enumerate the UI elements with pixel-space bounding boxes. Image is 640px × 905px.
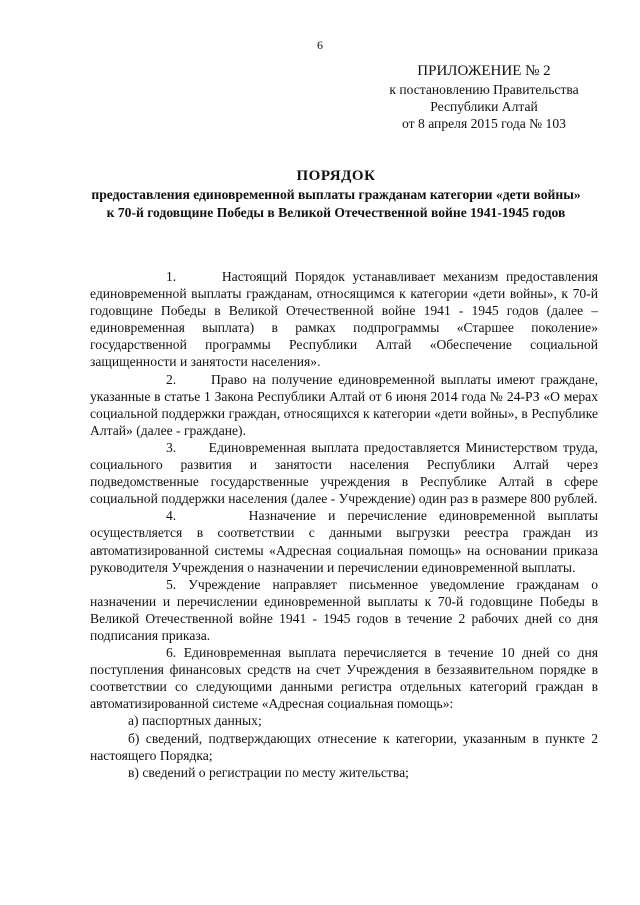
paragraph-number: 1. — [166, 269, 177, 284]
document-title: ПОРЯДОК — [296, 168, 376, 184]
document-body — [90, 268, 598, 781]
paragraph-text: Назначение и перечисление единовременной выплаты осуществляется в соответствии с данными выгрузки реестра граждан из автоматизированной системы «Адресная социальная помощь» на основании приказа руководителя Учреждения о назначении и перечислении единовременной выплаты. — [90, 508, 599, 575]
appendix-line-2: Республики Алтай — [430, 99, 538, 114]
paragraph-number: 2. — [166, 371, 177, 387]
paragraph-text: Настоящий Порядок устанавливает механизм предоставления единовременной выплаты гражданам, относящимся к категории «дети войны», к 70-й годовщине Победы в Великой Отечественной войне 1941 - 1945 годов (далее – единовременная выплата) в рамках подпрограммы «Старшее поколение» государственной программы Республики Алтай «Обеспечение социальной защищенности и занятости населения». — [90, 269, 598, 370]
paragraph-text: Право на получение единовременной выплаты имеют граждане, указанные в статье 1 Закона Республики Алтай от 6 июня 2014 года № 24-РЗ «О мерах социальной поддержки граждан, относящихся к категории «дети войны», в Республике Алтай» (далее - граждане). — [90, 371, 599, 438]
paragraph-text: Единовременная выплата перечисляется в течение 10 дней со дня поступления финансовых средств на счет Учреждения в беззаявительном порядке в соответствии со следующими данными регистра отдельных категорий граждан в автоматизированной системе «Адресная социальная помощь»: — [90, 645, 598, 712]
subitem-b — [90, 730, 598, 764]
document-heading — [90, 166, 582, 222]
appendix-line-1: к постановлению Правительства — [389, 82, 579, 97]
paragraph-number: 4. — [166, 508, 177, 524]
page-number: 6 — [317, 38, 323, 52]
paragraph-1 — [90, 268, 598, 371]
subitem-a — [90, 712, 598, 729]
paragraph-6 — [90, 644, 598, 712]
paragraph-4 — [90, 507, 598, 575]
appendix-title: ПРИЛОЖЕНИЕ № 2 — [417, 63, 551, 79]
paragraph-number: 6. — [166, 645, 177, 661]
paragraph-text: Учреждение направляет письменное уведомление гражданам о назначении и перечислении единовременной выплаты к 70-й годовщине Победы в Великой Отечественной войне 1941 - 1945 годов в течение 2 рабочих дней со дня подписания приказа. — [90, 576, 598, 643]
paragraph-number: 3. — [166, 439, 177, 455]
subitem-text: в) сведений о регистрации по месту жительства; — [128, 764, 409, 780]
appendix-block — [384, 62, 584, 132]
subitem-text: б) сведений, подтверждающих отнесение к категории, указанным в пункте 2 настоящего Порядка; — [90, 730, 598, 763]
paragraph-5 — [90, 576, 598, 644]
paragraph-text: Единовременная выплата предоставляется Министерством труда, социального развития и занятости населения Республики Алтай через подведомственные государственные учреждения в Республике Алтай в сфере социальной поддержки населения (далее - Учреждение) один раз в размере 800 рублей. — [90, 439, 599, 507]
paragraph-3 — [90, 439, 598, 507]
paragraph-number: 5. — [166, 576, 177, 592]
subitem-c — [90, 764, 598, 781]
paragraph-2 — [90, 371, 598, 439]
document-subtitle: предоставления единовременной выплаты гражданам категории «дети войны» к 70-й годовщине Победы в Великой Отечественной войне 1941-1945 годов — [91, 187, 581, 220]
appendix-line-3: от 8 апреля 2015 года № 103 — [402, 116, 566, 131]
subitem-text: а) паспортных данных; — [128, 713, 262, 729]
